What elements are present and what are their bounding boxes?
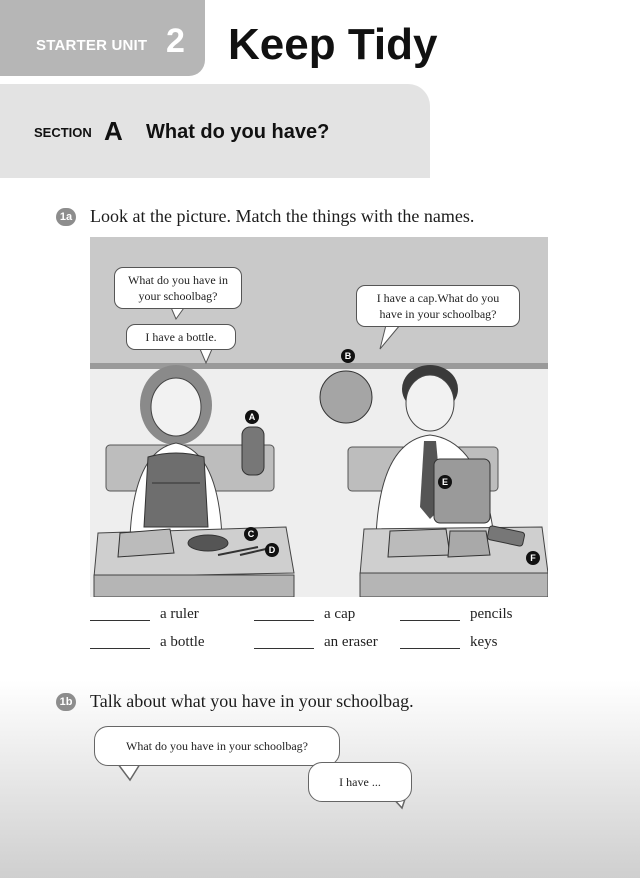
match-item: a bottle <box>160 634 205 650</box>
exercise-1b-instruction: Talk about what you have in your schoolbag. <box>90 691 414 711</box>
match-item: keys <box>470 634 498 650</box>
unit-title: Keep Tidy <box>228 20 438 69</box>
answer-blank[interactable] <box>400 648 460 649</box>
marker-a: A <box>245 410 259 424</box>
answer-blank[interactable] <box>254 620 314 621</box>
unit-number: 2 <box>166 22 185 60</box>
section-letter: A <box>104 116 123 146</box>
marker-e: E <box>438 475 452 489</box>
marker-d: D <box>265 543 279 557</box>
classroom-illustration <box>90 237 548 597</box>
exercise-1a-instruction: Look at the picture. Match the things with the names. <box>90 206 475 226</box>
section-label: SECTION <box>34 125 92 140</box>
answer-blank[interactable] <box>254 648 314 649</box>
exercise-1a-badge: 1a <box>56 208 76 226</box>
match-row <box>90 634 550 658</box>
exercise-1b-badge: 1b <box>56 693 76 711</box>
talk-question-bubble: What do you have in your schoolbag? <box>94 726 340 766</box>
match-item: pencils <box>470 606 513 622</box>
match-item: a cap <box>324 606 356 622</box>
boy-bubble: I have a cap.What do you have in your schoolbag? <box>356 285 520 327</box>
match-item: a ruler <box>160 606 199 622</box>
unit-label: STARTER UNIT <box>36 37 148 54</box>
pencil-case-item <box>188 535 228 551</box>
section-title: What do you have? <box>146 121 330 143</box>
cap-item <box>320 371 372 423</box>
talk-answer-bubble: I have ... <box>308 762 412 802</box>
marker-b: B <box>341 349 355 363</box>
answer-blank[interactable] <box>90 648 150 649</box>
bottle-item <box>242 427 264 475</box>
marker-f: F <box>526 551 540 565</box>
answer-blank[interactable] <box>400 620 460 621</box>
answer-blank[interactable] <box>90 620 150 621</box>
match-row <box>90 606 550 630</box>
girl-question-bubble: What do you have in your schoolbag? <box>114 267 242 309</box>
girl-answer-bubble: I have a bottle. <box>126 324 236 350</box>
match-item: an eraser <box>324 634 378 650</box>
marker-c: C <box>244 527 258 541</box>
